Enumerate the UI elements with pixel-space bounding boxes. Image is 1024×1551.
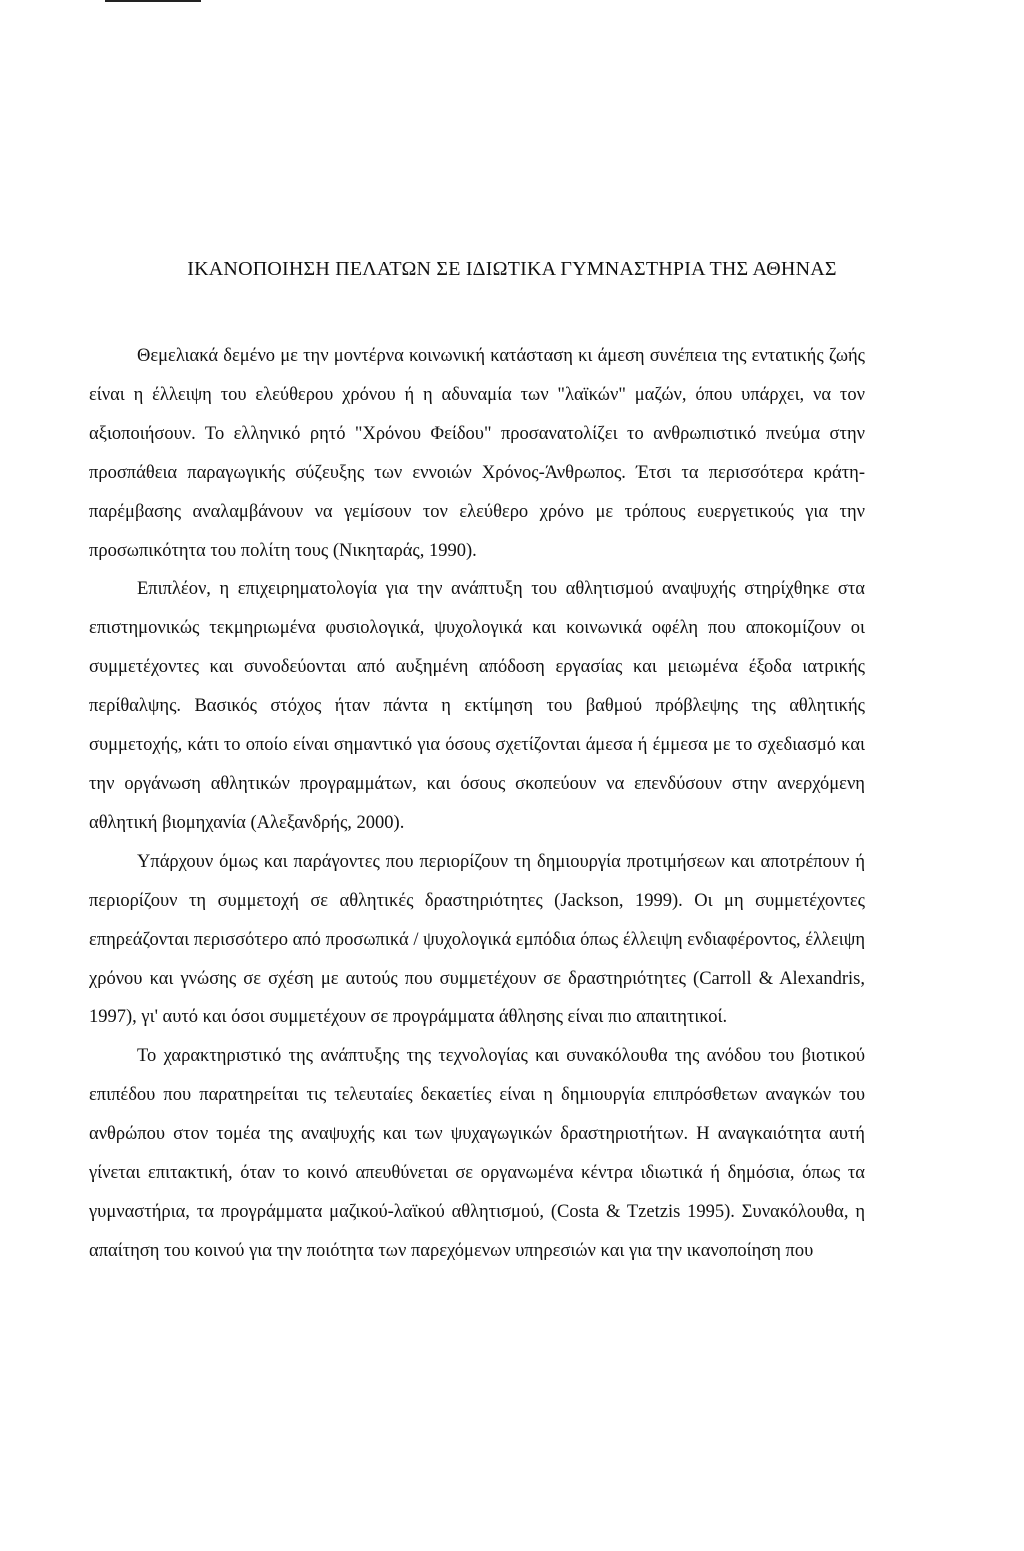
document-title: ΙΚΑΝΟΠΟΙΗΣΗ ΠΕΛΑΤΩΝ ΣΕ ΙΔΙΩΤΙΚΑ ΓΥΜΝΑΣΤΗΡΙΑ ΤΗΣ ΑΘΗΝΑΣ <box>187 258 837 280</box>
top-rule <box>105 0 201 2</box>
paragraph-1: Θεμελιακά δεμένο με την μοντέρνα κοινωνική κατάσταση κι άμεση συνέπεια της εντατικής ζωής είναι η έλλειψη του ελεύθερου χρόνου ή η αδυναμία των "λαϊκών" μαζών, όπου υπάρχει, να τον αξιοποιήσουν. Το ελληνικό ρητό "Χρόνου Φείδου" προσανατολίζει το ανθρωπιστικό πνεύμα στην προσπάθεια παραγωγικής σύζευξης των εννοιών Χρόνος-Άνθρωπος. Έτσι τα περισσότερα κράτη-παρέμβασης αναλαμβάνουν να γεμίσουν τον ελεύθερο χρόνο με τρόπους ευεργετικούς για την προσωπικότητα του πολίτη τους (Νικηταράς, 1990). <box>89 346 865 561</box>
paragraph-4: Το χαρακτηριστικό της ανάπτυξης της τεχνολογίας και συνακόλουθα της ανόδου του βιοτικού επιπέδου που παρατηρείται τις τελευταίες δεκαετίες είναι η δημιουργία επιπρόσθετων αναγκών του ανθρώπου στον τομέα της αναψυχής και των ψυχαγωγικών δραστηριοτήτων. Η αναγκαιότητα αυτή γίνεται επιτακτική, όταν το κοινό απευθύνεται σε οργανωμένα κέντρα ιδιωτικά ή δημόσια, όπως τα γυμναστήρια, τα προγράμματα μαζικού-λαϊκού αθλητισμού, (Costa & Tzetzis 1995). Συνακόλουθα, η απαίτηση του κοινού για την ποιότητα των παρεχόμενων υπηρεσιών και για την ικανοποίηση που <box>89 1046 865 1261</box>
paragraph-3: Υπάρχουν όμως και παράγοντες που περιορίζουν τη δημιουργία προτιμήσεων και αποτρέπουν ή περιορίζουν τη συμμετοχή σε αθλητικές δραστηριότητες (Jackson, 1999). Οι μη συμμετέχοντες επηρεάζονται περισσότερο από προσωπικά / ψυχολογικά εμπόδια όπως έλλειψη ενδιαφέροντος, έλλειψη χρόνου και γνώσης σε σχέση με αυτούς που συμμετέχουν σε δραστηριότητες (Carroll & Alexandris, 1997), γι' αυτό και όσοι συμμετέχουν σε προγράμματα άθλησης είναι πιο απαιτητικοί. <box>89 851 865 1028</box>
document-body <box>89 337 865 1271</box>
paragraph-2: Επιπλέον, η επιχειρηματολογία για την ανάπτυξη του αθλητισμού αναψυχής στηρίχθηκε στα επιστημονικώς τεκμηριωμένα φυσιολογικά, ψυχολογικά και κοινωνικά οφέλη που αποκομίζουν οι συμμετέχοντες και συνοδεύονται από αυξημένη απόδοση εργασίας και μειωμένα έξοδα ιατρικής περίθαλψης. Βασικός στόχος ήταν πάντα η εκτίμηση του βαθμού πρόβλεψης της αθλητικής συμμετοχής, κάτι το οποίο είναι σημαντικό για όσους σχετίζονται άμεσα ή έμμεσα με το σχεδιασμό και την οργάνωση αθλητικών προγραμμάτων, και όσους σκοπεύουν να επενδύσουν στην ανερχόμενη αθλητική βιομηχανία (Αλεξανδρής, 2000). <box>89 579 865 833</box>
